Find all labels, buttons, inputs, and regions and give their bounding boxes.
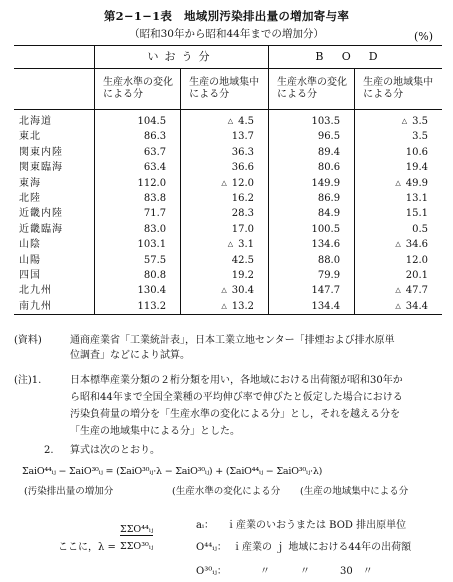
source-text-1: 通商産業省「工業統計表」，日本工業立地センター「排煙および排水原単 bbox=[70, 335, 395, 346]
cell-value: 47.7 bbox=[405, 285, 428, 297]
cell-value: 57.5 bbox=[143, 254, 167, 266]
sulfur-group-header: いおう分 bbox=[95, 46, 269, 69]
formula-box-level: (生産水準の変化による分 bbox=[172, 486, 281, 497]
main-formula: ΣaiO⁴⁴ᵢⱼ − ΣaiO³⁰ᵢⱼ = (ΣaiO³⁰ᵢⱼ·λ − ΣaiO³⁰ᵢⱼ) + (ΣaiO⁴⁴ᵢⱼ − ΣaiO³⁰ᵢⱼ·λ) bbox=[22, 466, 323, 477]
table-row bbox=[14, 283, 442, 298]
negative-triangle-icon: △ bbox=[227, 117, 234, 125]
region-cell bbox=[14, 237, 95, 252]
sulfur-location-cell bbox=[181, 110, 269, 130]
table-subtitle: （昭和30年から昭和44年までの増加分） bbox=[129, 28, 324, 40]
cell-value: 83.0 bbox=[143, 223, 167, 235]
table-row bbox=[14, 237, 442, 252]
formula-box-location: (生産の地域集中による分 bbox=[300, 486, 409, 497]
sulfur-location-cell bbox=[181, 176, 269, 191]
table-row bbox=[14, 299, 442, 315]
sulfur-location-cell bbox=[181, 145, 269, 160]
cell-value: 34.6 bbox=[405, 239, 428, 251]
bod-level-cell bbox=[268, 253, 354, 268]
bod-location-cell bbox=[355, 176, 442, 191]
sulfur-level-cell bbox=[95, 191, 181, 206]
table-row bbox=[14, 206, 442, 221]
note1-line-4: 「生産の地域集中による分」とした。 bbox=[70, 426, 240, 437]
bod-location-cell bbox=[355, 299, 442, 315]
table-row bbox=[14, 268, 442, 283]
region-cell bbox=[14, 191, 95, 206]
cell-value: 84.9 bbox=[317, 208, 341, 220]
note-label: (注)1. bbox=[14, 375, 42, 386]
def1-symbol: aᵢ： bbox=[196, 520, 214, 531]
cell-value: 103.5 bbox=[311, 116, 341, 127]
cell-value: 13.2 bbox=[231, 300, 254, 312]
cell-value: 112.0 bbox=[137, 177, 167, 189]
region-header bbox=[14, 46, 95, 69]
cell-value: 東北 bbox=[19, 131, 41, 143]
table-row bbox=[14, 191, 442, 206]
table-body bbox=[14, 110, 442, 315]
table-row bbox=[14, 222, 442, 237]
cell-value: 80.8 bbox=[143, 270, 167, 282]
cell-value: 北陸 bbox=[19, 193, 41, 205]
cell-value: 63.4 bbox=[143, 162, 167, 174]
def1-text: ｉ産業のいおうまたは BOD 排出原単位 bbox=[226, 520, 407, 531]
cell-value: 34.4 bbox=[405, 300, 428, 312]
sulfur-location-cell bbox=[181, 268, 269, 283]
bod-location-header: 生産の地域集中による分 bbox=[355, 69, 442, 110]
negative-triangle-icon: △ bbox=[395, 240, 401, 249]
cell-value: 関東内陸 bbox=[19, 146, 63, 158]
negative-triangle-icon: △ bbox=[227, 240, 234, 249]
cell-value: 30.4 bbox=[231, 285, 254, 297]
bod-location-cell bbox=[355, 237, 442, 252]
cell-value: 12.0 bbox=[405, 254, 428, 266]
cell-value: 13.1 bbox=[405, 193, 428, 205]
def2-text: ｉ産業の ｊ 地域における44年の出荷額 bbox=[232, 542, 412, 553]
bod-location-cell bbox=[355, 145, 442, 160]
cell-value: 3.1 bbox=[238, 239, 254, 251]
cell-value: 104.5 bbox=[137, 116, 167, 127]
bod-level-cell bbox=[268, 129, 354, 144]
def3-text: 〃 〃 30 〃 bbox=[260, 566, 373, 577]
cell-value: 北九州 bbox=[19, 285, 52, 297]
sulfur-level-cell bbox=[95, 176, 181, 191]
region-cell bbox=[14, 222, 95, 237]
negative-triangle-icon: △ bbox=[395, 301, 401, 310]
bod-level-cell bbox=[268, 160, 354, 175]
table-row bbox=[14, 145, 442, 160]
lambda-label: ここに，λ = bbox=[58, 542, 116, 553]
table-row bbox=[14, 253, 442, 268]
sulfur-level-cell bbox=[95, 145, 181, 160]
table-row bbox=[14, 176, 442, 191]
sulfur-level-cell bbox=[95, 206, 181, 221]
region-cell bbox=[14, 206, 95, 221]
sulfur-location-cell bbox=[181, 160, 269, 175]
cell-value: 63.7 bbox=[143, 146, 167, 158]
negative-triangle-icon: △ bbox=[401, 117, 408, 125]
region-cell bbox=[14, 299, 95, 315]
cell-value: 71.7 bbox=[143, 208, 167, 220]
cell-value: 13.7 bbox=[231, 131, 254, 143]
region-cell bbox=[14, 129, 95, 144]
def2-symbol: O⁴⁴ᵢⱼ： bbox=[196, 542, 227, 553]
region-cell bbox=[14, 160, 95, 175]
sulfur-level-cell bbox=[95, 237, 181, 252]
sulfur-location-cell bbox=[181, 206, 269, 221]
negative-triangle-icon: △ bbox=[221, 286, 227, 295]
negative-triangle-icon: △ bbox=[221, 178, 227, 187]
bod-level-cell bbox=[268, 191, 354, 206]
cell-value: 四国 bbox=[19, 270, 41, 282]
sulfur-level-cell bbox=[95, 222, 181, 237]
cell-value: 134.6 bbox=[311, 239, 341, 251]
cell-value: 19.2 bbox=[231, 270, 254, 282]
bod-group-header: BOD bbox=[268, 46, 442, 69]
sulfur-level-cell bbox=[95, 253, 181, 268]
sulfur-location-cell bbox=[181, 283, 269, 298]
sulfur-level-cell bbox=[95, 160, 181, 175]
bod-level-cell bbox=[268, 237, 354, 252]
cell-value: 147.7 bbox=[311, 285, 341, 297]
region-cell bbox=[14, 283, 95, 298]
cell-value: 49.9 bbox=[405, 177, 428, 189]
cell-value: 0.5 bbox=[412, 223, 428, 235]
sulfur-level-header: 生産水準の変化による分 bbox=[95, 69, 181, 110]
table-row bbox=[14, 160, 442, 175]
region-subheader bbox=[14, 69, 95, 110]
cell-value: 山陽 bbox=[19, 254, 41, 266]
negative-triangle-icon: △ bbox=[395, 178, 401, 187]
contribution-table bbox=[14, 45, 442, 315]
cell-value: 東海 bbox=[19, 177, 41, 189]
bod-location-cell bbox=[355, 160, 442, 175]
source-label: (資料) bbox=[14, 335, 42, 346]
note1-line-2: ら昭和44年まで全国全業種の平均伸び率で伸びたと仮定した場合における bbox=[70, 392, 403, 403]
cell-value: 42.5 bbox=[231, 254, 254, 266]
cell-value: 80.6 bbox=[317, 162, 341, 174]
sulfur-location-header: 生産の地域集中による分 bbox=[181, 69, 269, 110]
region-cell bbox=[14, 176, 95, 191]
negative-triangle-icon: △ bbox=[221, 301, 227, 310]
sulfur-location-cell bbox=[181, 253, 269, 268]
cell-value: 南九州 bbox=[19, 300, 52, 312]
cell-value: 3.5 bbox=[412, 116, 428, 127]
sulfur-level-cell bbox=[95, 299, 181, 315]
bod-level-cell bbox=[268, 268, 354, 283]
lambda-denominator: ΣΣO³⁰ᵢⱼ bbox=[120, 541, 154, 552]
cell-value: 83.8 bbox=[143, 193, 167, 205]
cell-value: 36.6 bbox=[231, 162, 254, 174]
region-cell bbox=[14, 110, 95, 130]
bod-location-cell bbox=[355, 283, 442, 298]
table-row bbox=[14, 129, 442, 144]
cell-value: 16.2 bbox=[231, 193, 254, 205]
bod-level-cell bbox=[268, 176, 354, 191]
sulfur-location-cell bbox=[181, 237, 269, 252]
cell-value: 88.0 bbox=[317, 254, 341, 266]
bod-location-cell bbox=[355, 206, 442, 221]
note2-label: 2. bbox=[44, 445, 54, 456]
cell-value: 86.9 bbox=[317, 193, 341, 205]
sulfur-level-cell bbox=[95, 110, 181, 130]
region-cell bbox=[14, 268, 95, 283]
cell-value: 19.4 bbox=[405, 162, 428, 174]
bod-location-cell bbox=[355, 110, 442, 130]
region-cell bbox=[14, 145, 95, 160]
cell-value: 12.0 bbox=[231, 177, 254, 189]
sulfur-level-cell bbox=[95, 129, 181, 144]
cell-value: 89.4 bbox=[317, 146, 341, 158]
note1-line-3: 汚染負荷量の増分を「生産水準の変化による分」とし，それを越える分を bbox=[70, 409, 400, 420]
cell-value: 86.3 bbox=[143, 131, 167, 143]
cell-value: 100.5 bbox=[311, 223, 341, 235]
cell-value: 79.9 bbox=[317, 270, 341, 282]
cell-value: 20.1 bbox=[405, 270, 428, 282]
sulfur-level-cell bbox=[95, 283, 181, 298]
cell-value: 36.3 bbox=[231, 146, 254, 158]
cell-value: 28.3 bbox=[231, 208, 254, 220]
cell-value: 山陰 bbox=[19, 239, 41, 251]
bod-level-cell bbox=[268, 299, 354, 315]
bod-location-cell bbox=[355, 222, 442, 237]
cell-value: 149.9 bbox=[311, 177, 341, 189]
region-cell bbox=[14, 253, 95, 268]
note2-text: 算式は次のとおり。 bbox=[70, 445, 160, 456]
formula-box-increase: (汚染排出量の増加分 bbox=[24, 486, 114, 497]
bod-location-cell bbox=[355, 129, 442, 144]
sulfur-location-cell bbox=[181, 191, 269, 206]
unit-label: (%) bbox=[413, 30, 433, 43]
table-title: 第2−1−1表 地域別汚染排出量の増加寄与率 bbox=[103, 9, 350, 23]
source-text-2: 位調査」などにより試算。 bbox=[70, 350, 190, 361]
cell-value: 北海道 bbox=[19, 116, 52, 127]
cell-value: 4.5 bbox=[238, 116, 254, 127]
sulfur-location-cell bbox=[181, 129, 269, 144]
lambda-numerator: ΣΣO⁴⁴ᵢⱼ bbox=[120, 524, 154, 535]
cell-value: 関東臨海 bbox=[19, 162, 63, 174]
bod-location-cell bbox=[355, 253, 442, 268]
def3-symbol: O³⁰ᵢⱼ： bbox=[196, 566, 227, 577]
cell-value: 17.0 bbox=[231, 223, 254, 235]
bod-location-cell bbox=[355, 191, 442, 206]
table-row bbox=[14, 110, 442, 130]
sulfur-location-cell bbox=[181, 222, 269, 237]
bod-level-cell bbox=[268, 222, 354, 237]
cell-value: 130.4 bbox=[137, 285, 167, 297]
cell-value: 近畿臨海 bbox=[19, 223, 63, 235]
cell-value: 103.1 bbox=[137, 239, 167, 251]
bod-level-header: 生産水準の変化による分 bbox=[268, 69, 354, 110]
cell-value: 10.6 bbox=[405, 146, 428, 158]
bod-level-cell bbox=[268, 283, 354, 298]
sulfur-location-cell bbox=[181, 299, 269, 315]
cell-value: 3.5 bbox=[412, 131, 428, 143]
bod-level-cell bbox=[268, 145, 354, 160]
cell-value: 96.5 bbox=[317, 131, 341, 143]
cell-value: 113.2 bbox=[137, 300, 167, 312]
cell-value: 134.4 bbox=[311, 300, 341, 312]
cell-value: 15.1 bbox=[405, 208, 428, 220]
bod-location-cell bbox=[355, 268, 442, 283]
bod-level-cell bbox=[268, 110, 354, 130]
bod-level-cell bbox=[268, 206, 354, 221]
sulfur-level-cell bbox=[95, 268, 181, 283]
cell-value: 近畿内陸 bbox=[19, 208, 63, 220]
note1-line-1: 日本標準産業分類の２桁分類を用い，各地域における出荷額が昭和30年か bbox=[70, 375, 403, 386]
negative-triangle-icon: △ bbox=[395, 286, 401, 295]
